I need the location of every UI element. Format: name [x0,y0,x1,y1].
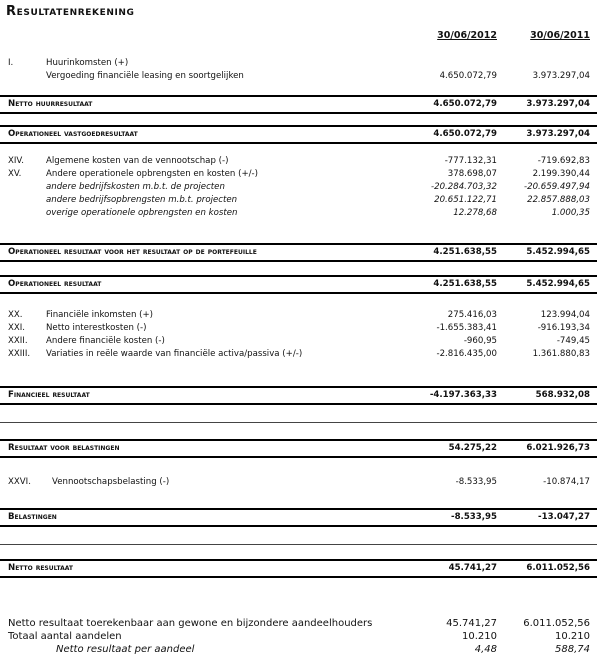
line-number: XIV. [8,156,24,166]
value-2011: 22.857.888,03 [527,195,590,205]
total-label: Netto resultaat [8,563,73,573]
line-label: Huurinkomsten (+) [46,58,129,68]
line-label: overige operationele opbrengsten en kosten [46,208,238,218]
total-label: Belastingen [8,512,57,522]
value-2012: 45.741,27 [446,618,497,629]
value-2012: -1.655.383,41 [436,323,497,333]
value-2011: 3.973.297,04 [532,71,590,81]
value-2012: 378.698,07 [447,169,497,179]
value-2012: 4.650.072,79 [433,129,497,139]
footer-resultaat-per-aandeel [0,643,597,656]
line-label: andere bedrijfskosten m.b.t. de projecten [46,182,225,192]
value-2011: 123.994,04 [540,310,590,320]
value-2011: 568.932,08 [535,390,590,400]
value-2012: -2.816.435,00 [436,349,497,359]
line-item-andere-operationele [0,168,597,181]
value-2012: 54.275,22 [448,443,497,453]
line-item-vennootschapsbelasting [0,476,597,489]
line-number: XXIII. [8,349,31,359]
value-2011: 5.452.994,65 [526,279,590,289]
column-header-2012: 30/06/2012 [437,30,497,41]
value-2012: 4,48 [474,644,497,655]
footer-label: Netto resultaat toerekenbaar aan gewone en bijzondere aandeelhouders [8,618,373,629]
value-2011: 5.452.994,65 [526,247,590,257]
line-label: Andere operationele opbrengsten en kosten (+/-) [46,169,259,179]
value-2012: 4.251.638,55 [433,247,497,257]
value-2012: -4.197.363,33 [429,390,497,400]
line-number: XXVI. [8,477,31,487]
total-operationeel-voor-portefeuille [0,243,597,262]
line-label: Algemene kosten van de vennootschap (-) [46,156,229,166]
total-label: Operationeel resultaat voor het resultaat op de portefeuille [8,247,257,257]
value-2012: -8.533,95 [455,477,497,487]
total-operationeel-resultaat [0,275,597,294]
value-2011: -719.692,83 [537,156,590,166]
divider [0,422,597,423]
line-label: Andere financiële kosten (-) [46,336,165,346]
line-label: Financiële inkomsten (+) [46,310,154,320]
total-operationeel-vastgoedresultaat [0,125,597,144]
line-number: XV. [8,169,22,179]
total-belastingen [0,508,597,527]
value-2012: 12.278,68 [453,208,497,218]
value-2011: 3.973.297,04 [526,129,590,139]
value-2011: -10.874,17 [543,477,590,487]
total-label: Financieel resultaat [8,390,90,400]
value-2012: 4.251.638,55 [433,279,497,289]
line-label: andere bedrijfsopbrengsten m.b.t. projecten [46,195,238,205]
value-2011: 6.021.926,73 [526,443,590,453]
value-2011: 10.210 [555,631,590,642]
total-label: Resultaat voor belastingen [8,443,120,453]
value-2012: 20.651.122,71 [434,195,497,205]
line-item-overige-operationele [0,207,597,220]
value-2011: 3.973.297,04 [526,99,590,109]
line-item-bedrijfskosten-projecten [0,181,597,194]
total-label: Operationeel resultaat [8,279,102,289]
value-2011: -916.193,34 [537,323,590,333]
value-2011: 588,74 [555,644,590,655]
line-number: I. [8,58,14,68]
line-item-vergoeding [0,70,597,83]
column-header-2011: 30/06/2011 [530,30,590,41]
page-title: Resultatenrekening [6,4,135,19]
total-label: Operationeel vastgoedresultaat [8,129,138,139]
total-resultaat-voor-belastingen [0,439,597,458]
value-2012: -777.132,31 [444,156,497,166]
footer-netto-toerekenbaar [0,617,597,630]
footer-totaal-aandelen [0,630,597,643]
total-financieel-resultaat [0,386,597,405]
value-2012: 4.650.072,79 [433,99,497,109]
line-number: XXII. [8,336,28,346]
line-label: Vergoeding financiële leasing en soortgelijken [46,71,244,81]
line-item-variaties-reele-waarde [0,348,597,361]
value-2012: -960,95 [463,336,497,346]
line-item-andere-financiele-kosten [0,335,597,348]
value-2011: -749,45 [556,336,590,346]
total-netto-huurresultaat [0,95,597,114]
value-2012: 275.416,03 [447,310,497,320]
value-2012: 4.650.072,79 [439,71,497,81]
value-2012: -8.533,95 [451,512,497,522]
divider [0,544,597,545]
value-2011: 6.011.052,56 [523,618,590,629]
line-item-huurinkomsten [0,57,597,70]
total-label: Netto huurresultaat [8,99,93,109]
line-number: XX. [8,310,23,320]
line-item-financiele-inkomsten [0,309,597,322]
value-2012: -20.284.703,32 [431,182,497,192]
line-label: Netto interestkosten (-) [46,323,147,333]
line-label: Vennootschapsbelasting (-) [52,477,170,487]
line-item-algemene-kosten [0,155,597,168]
footer-label: Totaal aantal aandelen [8,631,122,642]
value-2011: -13.047,27 [538,512,590,522]
line-number: XXI. [8,323,26,333]
total-netto-resultaat [0,559,597,578]
value-2012: 10.210 [462,631,497,642]
value-2011: -20.659.497,94 [524,182,590,192]
value-2012: 45.741,27 [448,563,497,573]
line-item-netto-interestkosten [0,322,597,335]
value-2011: 1.000,35 [551,208,590,218]
value-2011: 6.011.052,56 [526,563,590,573]
line-item-bedrijfsopbrengsten-projecten [0,194,597,207]
value-2011: 1.361.880,83 [532,349,590,359]
value-2011: 2.199.390,44 [532,169,590,179]
line-label: Variaties in reële waarde van financiële activa/passiva (+/-) [46,349,303,359]
footer-label: Netto resultaat per aandeel [56,644,195,655]
